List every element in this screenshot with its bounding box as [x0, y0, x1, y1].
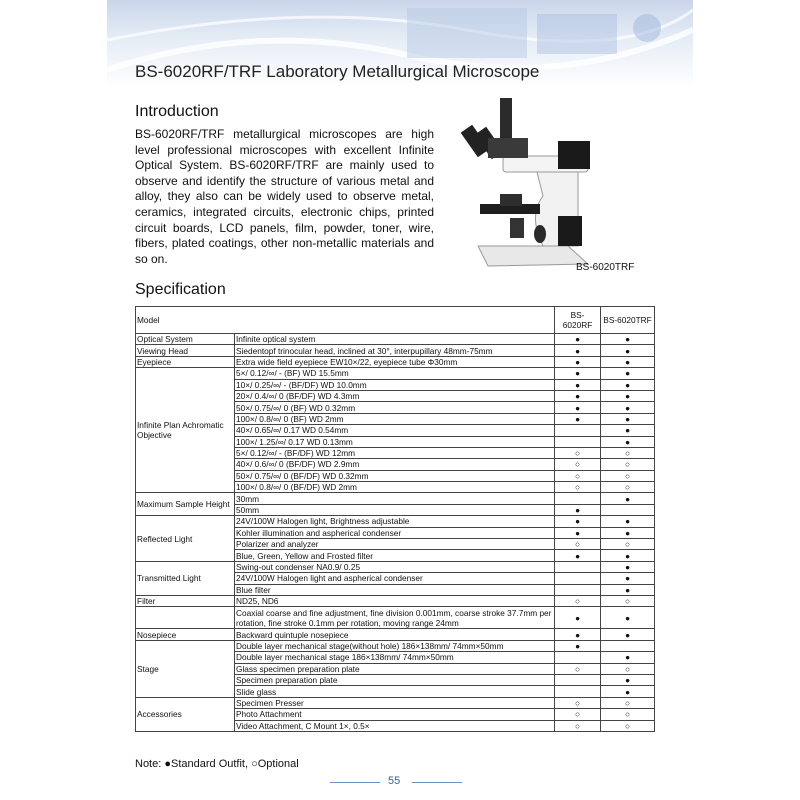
spec-description: Blue filter	[235, 584, 555, 595]
spec-category: Accessories	[136, 697, 235, 731]
spec-mark-rf	[555, 686, 601, 697]
spec-mark-rf	[555, 561, 601, 572]
spec-mark-trf: ○	[601, 482, 655, 493]
spec-description: 50×/ 0.75/∞/ 0 (BF/DF) WD 0.32mm	[235, 470, 555, 481]
spec-mark-rf: ●	[555, 550, 601, 561]
spec-description: ND25, ND6	[235, 595, 555, 606]
spec-mark-trf: ●	[601, 425, 655, 436]
spec-mark-rf: ●	[555, 640, 601, 651]
page-number-rule-right	[412, 782, 462, 783]
spec-mark-rf: ●	[555, 629, 601, 640]
spec-description: Specimen Presser	[235, 697, 555, 708]
spec-mark-trf: ●	[601, 334, 655, 345]
table-row	[136, 629, 655, 640]
spec-mark-trf: ○	[601, 720, 655, 731]
table-row	[136, 697, 655, 708]
spec-mark-rf: ●	[555, 390, 601, 401]
table-row	[136, 493, 655, 504]
spec-mark-trf: ●	[601, 516, 655, 527]
spec-mark-trf: ●	[601, 573, 655, 584]
spec-mark-trf: ●	[601, 550, 655, 561]
spec-description: Coaxial coarse and fine adjustment, fine division 0.001mm, coarse stroke 37.7mm per rotation, fine stroke 0.1mm per rotation, moving range 24mm	[235, 607, 555, 629]
table-row	[136, 516, 655, 527]
spec-mark-trf: ●	[601, 436, 655, 447]
spec-description: 10×/ 0.25/∞/ - (BF/DF) WD 10.0mm	[235, 379, 555, 390]
spec-mark-trf: ●	[601, 629, 655, 640]
spec-category: Eyepiece	[136, 356, 235, 367]
spec-description: Kohler illumination and aspherical condenser	[235, 527, 555, 538]
spec-description: Blue, Green, Yellow and Frosted filter	[235, 550, 555, 561]
spec-category: Filter	[136, 595, 235, 606]
spec-mark-rf: ○	[555, 595, 601, 606]
spec-mark-rf: ○	[555, 459, 601, 470]
page-title: BS-6020RF/TRF Laboratory Metallurgical Microscope	[135, 62, 540, 81]
spec-mark-trf: ●	[601, 584, 655, 595]
spec-category: Stage	[136, 640, 235, 697]
spec-table	[135, 306, 655, 732]
spec-description: Photo Attachment	[235, 709, 555, 720]
table-header-row	[136, 307, 655, 334]
spec-mark-rf: ●	[555, 516, 601, 527]
table-row	[136, 561, 655, 572]
spec-mark-rf: ○	[555, 709, 601, 720]
header-model: Model	[136, 307, 555, 334]
spec-mark-rf: ●	[555, 607, 601, 629]
table-row	[136, 607, 655, 629]
table-row	[136, 595, 655, 606]
spec-mark-trf: ●	[601, 686, 655, 697]
spec-category: Maximum Sample Height	[136, 493, 235, 516]
spec-description: Slide glass	[235, 686, 555, 697]
spec-mark-rf: ○	[555, 720, 601, 731]
table-row	[136, 640, 655, 651]
spec-description: Glass specimen preparation plate	[235, 663, 555, 674]
spec-mark-rf: ○	[555, 697, 601, 708]
spec-description: Polarizer and analyzer	[235, 539, 555, 550]
spec-mark-trf: ●	[601, 493, 655, 504]
spec-mark-rf: ●	[555, 402, 601, 413]
spec-mark-rf: ○	[555, 447, 601, 458]
page-number-rule-left	[330, 782, 380, 783]
spec-description: Specimen preparation plate	[235, 674, 555, 685]
spec-mark-trf: ●	[601, 652, 655, 663]
spec-description: Video Attachment, C Mount 1×, 0.5×	[235, 720, 555, 731]
spec-category: Viewing Head	[136, 345, 235, 356]
spec-mark-rf	[555, 436, 601, 447]
spec-mark-trf: ○	[601, 709, 655, 720]
spec-mark-rf: ●	[555, 413, 601, 424]
intro-heading: Introduction	[135, 103, 219, 120]
spec-description: 100×/ 0.8/∞/ 0 (BF) WD 2mm	[235, 413, 555, 424]
spec-mark-rf: ●	[555, 356, 601, 367]
spec-mark-rf: ○	[555, 663, 601, 674]
spec-description: 40×/ 0.65/∞/ 0.17 WD 0.54mm	[235, 425, 555, 436]
spec-mark-trf: ●	[601, 345, 655, 356]
spec-heading: Specification	[135, 281, 226, 298]
spec-mark-trf: ●	[601, 379, 655, 390]
spec-description: 24V/100W Halogen light, Brightness adjustable	[235, 516, 555, 527]
spec-category: Optical System	[136, 334, 235, 345]
spec-mark-trf: ●	[601, 402, 655, 413]
spec-description: Double layer mechanical stage(without hole) 186×138mm/ 74mm×50mm	[235, 640, 555, 651]
spec-category: Transmitted Light	[136, 561, 235, 595]
spec-mark-trf: ●	[601, 561, 655, 572]
spec-mark-rf	[555, 674, 601, 685]
spec-mark-rf: ○	[555, 470, 601, 481]
spec-mark-rf: ○	[555, 482, 601, 493]
figure-caption: BS-6020TRF	[576, 262, 635, 273]
table-note: Note: ●Standard Outfit, ○Optional	[135, 758, 299, 770]
spec-description: Swing-out condenser NA0.9/ 0.25	[235, 561, 555, 572]
spec-mark-rf: ●	[555, 379, 601, 390]
spec-description: 5×/ 0.12/∞/ - (BF) WD 15.5mm	[235, 368, 555, 379]
spec-mark-trf: ○	[601, 447, 655, 458]
spec-mark-trf: ○	[601, 459, 655, 470]
spec-mark-trf: ●	[601, 413, 655, 424]
spec-description: Double layer mechanical stage 186×138mm/ 74mm×50mm	[235, 652, 555, 663]
spec-description: 100×/ 0.8/∞/ 0 (BF/DF) WD 2mm	[235, 482, 555, 493]
header-col-rf: BS-6020RF	[555, 307, 601, 334]
spec-mark-trf: ○	[601, 697, 655, 708]
spec-mark-trf	[601, 504, 655, 515]
table-row	[136, 356, 655, 367]
spec-mark-trf: ●	[601, 368, 655, 379]
spec-description: 100×/ 1.25/∞/ 0.17 WD 0.13mm	[235, 436, 555, 447]
spec-description: 5×/ 0.12/∞/ - (BF/DF) WD 12mm	[235, 447, 555, 458]
spec-category: Infinite Plan Achromatic Objective	[136, 368, 235, 493]
spec-mark-rf: ○	[555, 539, 601, 550]
table-row	[136, 345, 655, 356]
table-row	[136, 368, 655, 379]
table-row	[136, 334, 655, 345]
spec-mark-trf: ○	[601, 663, 655, 674]
spec-description: 24V/100W Halogen light and aspherical condenser	[235, 573, 555, 584]
spec-description: 30mm	[235, 493, 555, 504]
spec-mark-rf: ●	[555, 504, 601, 515]
microscope-image	[448, 96, 648, 276]
header-col-trf: BS-6020TRF	[601, 307, 655, 334]
spec-mark-rf	[555, 652, 601, 663]
spec-category: Reflected Light	[136, 516, 235, 562]
spec-mark-trf: ●	[601, 674, 655, 685]
spec-description: 50×/ 0.75/∞/ 0 (BF) WD 0.32mm	[235, 402, 555, 413]
spec-mark-trf: ○	[601, 595, 655, 606]
spec-mark-trf: ○	[601, 470, 655, 481]
spec-mark-rf	[555, 493, 601, 504]
intro-paragraph: BS-6020RF/TRF metallurgical microscopes are high level professional microscopes with excellent Infinite Optical System. BS-6020RF/TRF are mainly used to observe and identify the structure of various metal and alloy, they also can be widely used to observe metal, ceramics, integrated circuits, electronic chips, printed circuit boards, LCD panels, film, powder, toner, wire, fibers, plated coatings, other non-metallic materials and so on.	[135, 127, 434, 266]
spec-description: Siedentopf trinocular head, inclined at 30°, interpupillary 48mm-75mm	[235, 345, 555, 356]
spec-description: 40×/ 0.6/∞/ 0 (BF/DF) WD 2.9mm	[235, 459, 555, 470]
spec-mark-trf: ●	[601, 390, 655, 401]
spec-mark-rf	[555, 584, 601, 595]
spec-description: 20×/ 0.4/∞/ 0 (BF/DF) WD 4.3mm	[235, 390, 555, 401]
page-number: 55	[388, 775, 401, 787]
spec-description: Backward quintuple nosepiece	[235, 629, 555, 640]
spec-mark-trf: ●	[601, 527, 655, 538]
spec-mark-rf: ●	[555, 334, 601, 345]
spec-description: 50mm	[235, 504, 555, 515]
spec-mark-rf	[555, 425, 601, 436]
spec-category: Nosepiece	[136, 629, 235, 640]
spec-mark-trf: ○	[601, 539, 655, 550]
spec-description: Infinite optical system	[235, 334, 555, 345]
spec-mark-trf	[601, 640, 655, 651]
spec-mark-trf: ●	[601, 356, 655, 367]
spec-mark-trf: ●	[601, 607, 655, 629]
spec-mark-rf: ●	[555, 368, 601, 379]
spec-category	[136, 607, 235, 629]
spec-mark-rf	[555, 573, 601, 584]
spec-mark-rf: ●	[555, 527, 601, 538]
spec-description: Extra wide field eyepiece EW10×/22, eyepiece tube Φ30mm	[235, 356, 555, 367]
spec-mark-rf: ●	[555, 345, 601, 356]
